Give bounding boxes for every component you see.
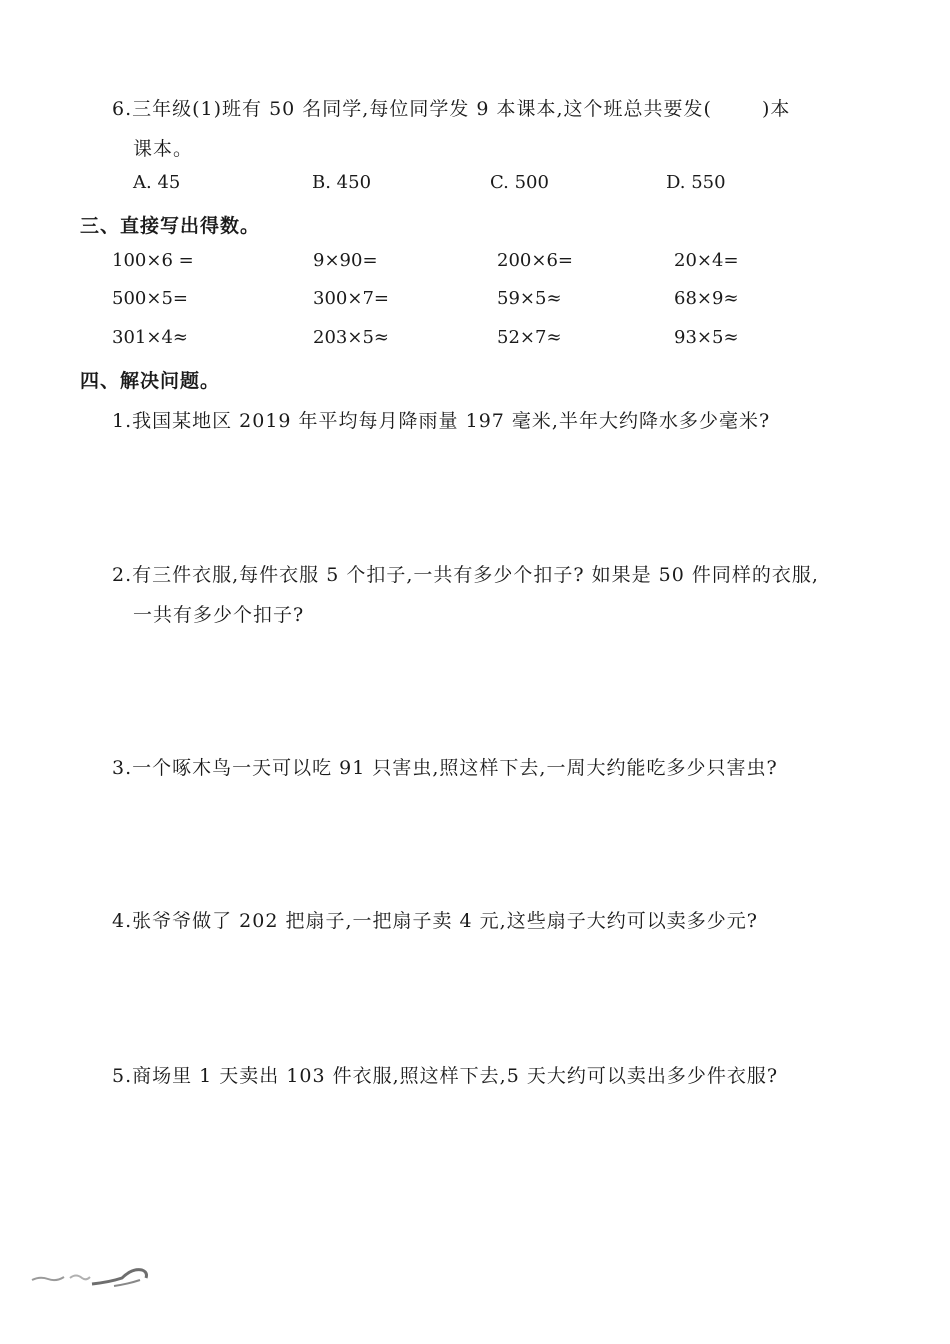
option-c[interactable]: C. 500 (490, 172, 549, 193)
calc-item: 20×4= (674, 250, 739, 271)
calc-item: 52×7≈ (497, 327, 562, 348)
footer-decoration (30, 1262, 160, 1290)
option-b[interactable]: B. 450 (312, 172, 372, 193)
calc-item: 59×5≈ (497, 288, 562, 309)
calc-item: 300×7= (313, 288, 389, 309)
section-3-title: 三、直接写出得数。 (80, 215, 261, 237)
calc-item: 68×9≈ (674, 288, 739, 309)
problem-2-line2: 一共有多少个扣子? (133, 604, 305, 626)
problem-2: 2.有三件衣服,每件衣服 5 个扣子,一共有多少个扣子? 如果是 50 件同样的衣服, (112, 564, 819, 586)
calc-item: 203×5≈ (313, 327, 389, 348)
problem-3: 3.一个啄木鸟一天可以吃 91 只害虫,照这样下去,一周大约能吃多少只害虫? (112, 757, 778, 779)
problem-5: 5.商场里 1 天卖出 103 件衣服,照这样下去,5 天大约可以卖出多少件衣服? (112, 1065, 779, 1087)
question-6-text-end: )本 (761, 98, 791, 120)
problem-1: 1.我国某地区 2019 年平均每月降雨量 197 毫米,半年大约降水多少毫米? (112, 410, 771, 432)
problem-4: 4.张爷爷做了 202 把扇子,一把扇子卖 4 元,这些扇子大约可以卖多少元? (112, 910, 758, 932)
calc-item: 9×90= (313, 250, 378, 271)
calc-item: 500×5= (112, 288, 188, 309)
calc-item: 301×4≈ (112, 327, 188, 348)
question-6-line2: 课本。 (133, 138, 194, 160)
calc-item: 200×6= (497, 250, 573, 271)
section-4-title: 四、解决问题。 (80, 370, 221, 392)
question-6-line1 (112, 94, 790, 121)
calc-item: 93×5≈ (674, 327, 739, 348)
calc-item: 100×6 = (112, 250, 194, 271)
option-a[interactable]: A. 45 (133, 172, 181, 193)
question-6-text: 6.三年级(1)班有 50 名同学,每位同学发 9 本课本,这个班总共要发( (112, 98, 712, 120)
option-d[interactable]: D. 550 (666, 172, 726, 193)
